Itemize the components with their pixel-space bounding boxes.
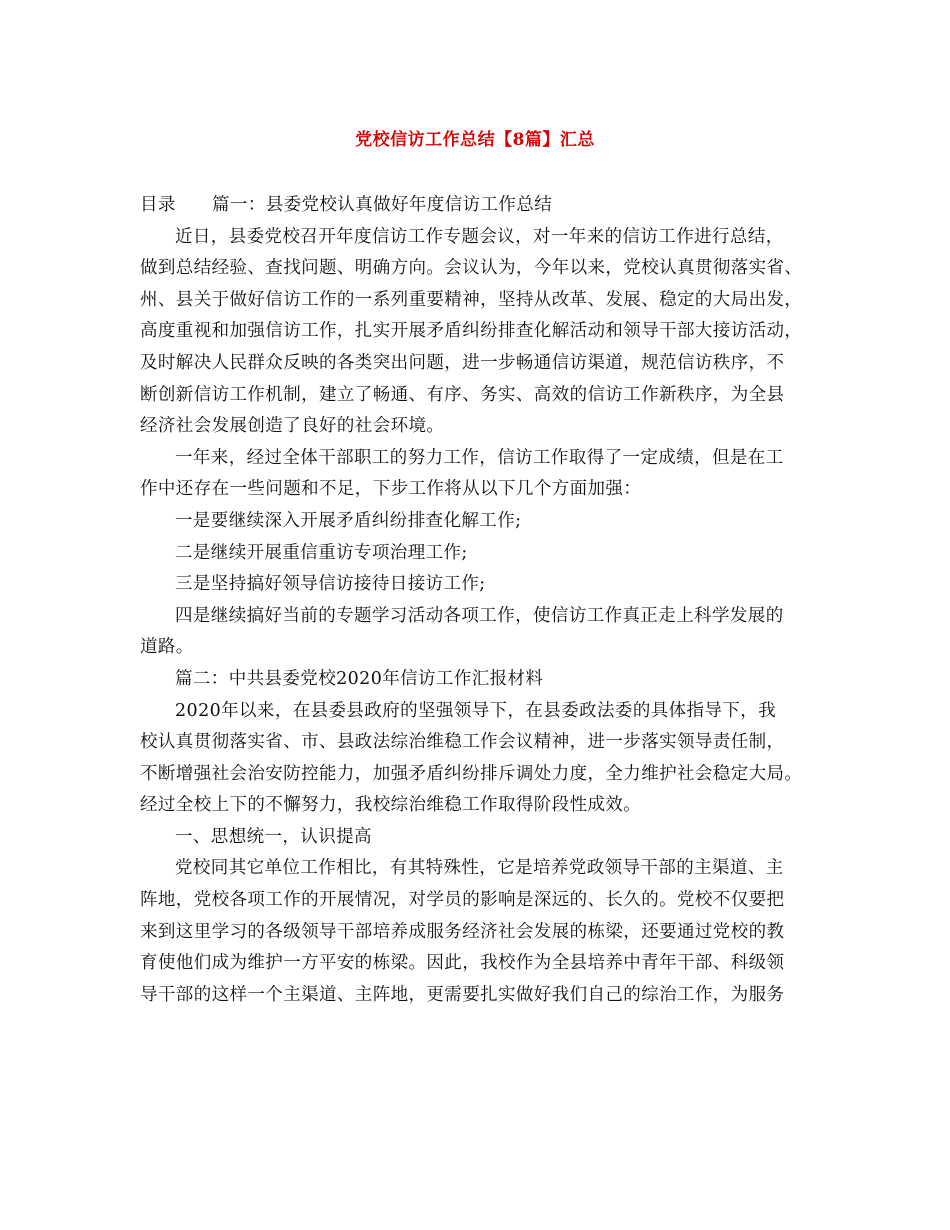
toc-first-item: 篇一：县委党校认真做好年度信访工作总结: [212, 195, 553, 215]
paragraph-line: 经济社会发展创造了良好的社会环境。: [140, 416, 445, 437]
paragraph-line: 作中还存在一些问题和不足，下步工作将从以下几个方面加强：: [140, 479, 642, 500]
list-item: 一是要继续深入开展矛盾纠纷排查化解工作;: [175, 510, 522, 531]
paragraph-line: 做到总结经验、查找问题、明确方向。会议认为，今年以来，党校认真贯彻落实省、: [140, 258, 803, 279]
paragraph-line: 道路。: [140, 637, 194, 658]
paragraph-line: 2020年以来，在县委县政府的坚强领导下，在县委政法委的具体指导下，我: [175, 700, 777, 721]
list-item: 四是继续搞好当前的专题学习活动各项工作，使信访工作真正走上科学发展的: [175, 605, 784, 626]
paragraph-line: 不断增强社会治安防控能力，加强矛盾纠纷排斥调处力度，全力维护社会稳定大局。: [140, 763, 803, 784]
paragraph-line: 来到这里学习的各级领导干部培养成服务经济社会发展的栋梁，还要通过党校的教: [140, 921, 785, 942]
toc-label: 目录: [140, 195, 176, 215]
section-heading: 篇二：中共县委党校2020年信访工作汇报材料: [175, 668, 544, 689]
paragraph-line: 党校同其它单位工作相比，有其特殊性，它是培养党政领导干部的主渠道、主: [175, 858, 784, 879]
paragraph-line: 一年来，经过全体干部职工的努力工作，信访工作取得了一定成绩，但是在工: [175, 447, 784, 468]
list-item: 三是坚持搞好领导信访接待日接访工作;: [175, 574, 486, 595]
toc-line: [140, 190, 828, 222]
paragraph-line: 育使他们成为维护一方平安的栋梁。因此，我校作为全县培养中青年干部、科级领: [140, 953, 785, 974]
document-body: [140, 190, 828, 1011]
paragraph-line: 断创新信访工作机制，建立了畅通、有序、务实、高效的信访工作新秩序，为全县: [140, 384, 785, 405]
paragraph-line: 导干部的这样一个主渠道、主阵地，更需要扎实做好我们自己的综治工作，为服务: [140, 984, 785, 1005]
subsection-heading: 一、思想统一，认识提高: [175, 826, 372, 847]
paragraph-line: 近日，县委党校召开年度信访工作专题会议，对一年来的信访工作进行总结，: [175, 226, 784, 247]
document-title: 党校信访工作总结【8篇】汇总: [355, 130, 595, 150]
paragraph-line: 校认真贯彻落实省、市、县政法综治维稳工作会议精神，进一步落实领导责任制，: [140, 732, 785, 753]
paragraph-line: 高度重视和加强信访工作，扎实开展矛盾纠纷排查化解活动和领导干部大接访活动，: [140, 321, 803, 342]
paragraph-line: 及时解决人民群众反映的各类突出问题，进一步畅通信访渠道，规范信访秩序，不: [140, 352, 785, 373]
paragraph-line: 经过全校上下的不懈努力，我校综治维稳工作取得阶段性成效。: [140, 795, 642, 816]
paragraph-line: 阵地，党校各项工作的开展情况，对学员的影响是深远的、长久的。党校不仅要把: [140, 890, 785, 911]
list-item: 二是继续开展重信重访专项治理工作;: [175, 542, 468, 563]
paragraph-line: 州、县关于做好信访工作的一系列重要精神，坚持从改革、发展、稳定的大局出发，: [140, 289, 803, 310]
